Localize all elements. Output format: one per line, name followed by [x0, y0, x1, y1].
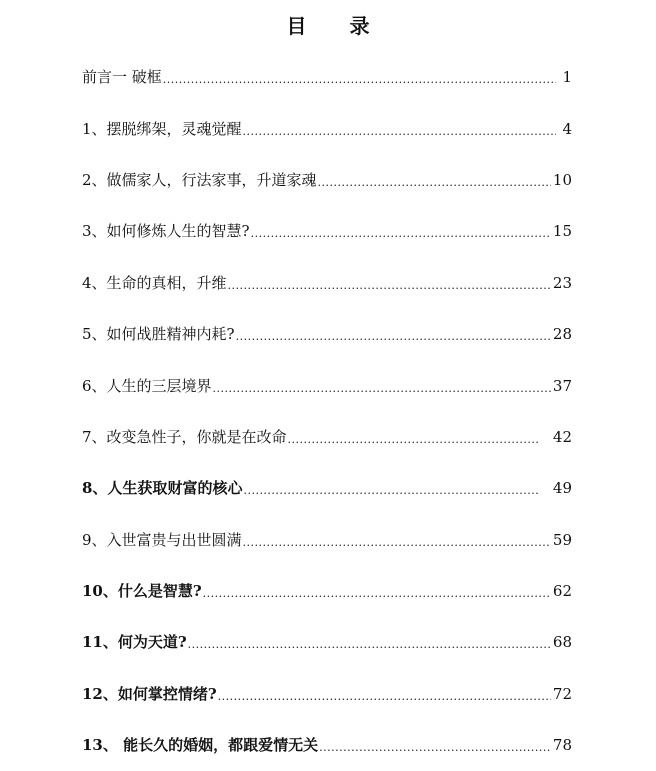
toc-entry-12[interactable] — [82, 669, 572, 720]
toc-entry-label: 7、改变急性子，你就是在改命 — [82, 427, 287, 446]
toc-entry-label: 5、如何战胜精神内耗? — [82, 325, 235, 344]
toc-entry-label: 11、何为天道? — [82, 633, 187, 652]
toc-dot-leader — [188, 635, 551, 650]
toc-entry-label: 3、如何修炼人生的智慧? — [82, 222, 250, 241]
toc-entry-7[interactable] — [82, 412, 572, 463]
toc-page-number: 10 — [552, 170, 572, 189]
toc-page-number: 1 — [562, 68, 572, 87]
toc-entry-label: 4、生命的真相，升维 — [82, 273, 227, 292]
toc-entry-2[interactable] — [82, 155, 572, 206]
toc-entry-1[interactable] — [82, 103, 572, 154]
toc-page-number: 49 — [552, 479, 572, 498]
toc-entry-label: 8、人生获取财富的核心 — [82, 479, 243, 498]
toc-entry-label: 9、入世富贵与出世圆满 — [82, 530, 242, 549]
toc-entry-label: 13、 能长久的婚姻，都跟爱情无关 — [82, 736, 319, 755]
toc-page-number: 4 — [562, 119, 572, 138]
toc-dot-leader — [163, 70, 556, 85]
toc-dot-leader — [288, 430, 539, 445]
toc-page-number: 37 — [552, 376, 572, 395]
toc-dot-leader — [228, 276, 551, 291]
toc-page-number: 23 — [552, 273, 572, 292]
toc-dot-leader — [243, 122, 556, 137]
toc-entry-label: 10、什么是智慧? — [82, 582, 202, 601]
toc-dot-leader — [319, 738, 551, 753]
toc-page-number: 59 — [552, 530, 572, 549]
toc-dot-leader — [243, 481, 538, 496]
toc-page-number: 42 — [552, 427, 572, 446]
toc-entry-3[interactable] — [82, 206, 572, 257]
toc-entry-label: 12、如何掌控情绪? — [82, 684, 217, 703]
toc-entry-5[interactable] — [82, 309, 572, 360]
toc-page-number: 62 — [552, 582, 572, 601]
toc-page-number: 72 — [552, 684, 572, 703]
toc-entry-9[interactable] — [82, 515, 572, 566]
toc-entry-8[interactable] — [82, 463, 572, 514]
toc-dot-leader — [318, 173, 551, 188]
toc-dot-leader — [243, 533, 551, 548]
toc-page-number: 28 — [552, 325, 572, 344]
toc-entry-label: 1、摆脱绑架，灵魂觉醒 — [82, 119, 242, 138]
toc-entry-4[interactable] — [82, 258, 572, 309]
toc-dot-leader — [251, 224, 551, 239]
toc-entry-label: 2、做儒家人，行法家事，升道家魂 — [82, 170, 317, 189]
toc-entry-13[interactable] — [82, 720, 572, 771]
toc-page-number: 15 — [552, 222, 572, 241]
toc-dot-leader — [203, 584, 551, 599]
toc-dot-leader — [236, 327, 551, 342]
toc-page-number: 78 — [552, 736, 572, 755]
toc-list — [82, 52, 572, 771]
toc-entry-11[interactable] — [82, 617, 572, 668]
toc-title: 目 录 — [286, 14, 388, 38]
toc-entry-label: 前言一 破框 — [82, 68, 162, 87]
toc-entry-6[interactable] — [82, 360, 572, 411]
toc-page-number: 68 — [552, 633, 572, 652]
toc-entry-preface[interactable] — [82, 52, 572, 103]
toc-dot-leader — [213, 379, 551, 394]
toc-entry-10[interactable] — [82, 566, 572, 617]
toc-entry-label: 6、人生的三层境界 — [82, 376, 212, 395]
toc-dot-leader — [218, 687, 551, 702]
